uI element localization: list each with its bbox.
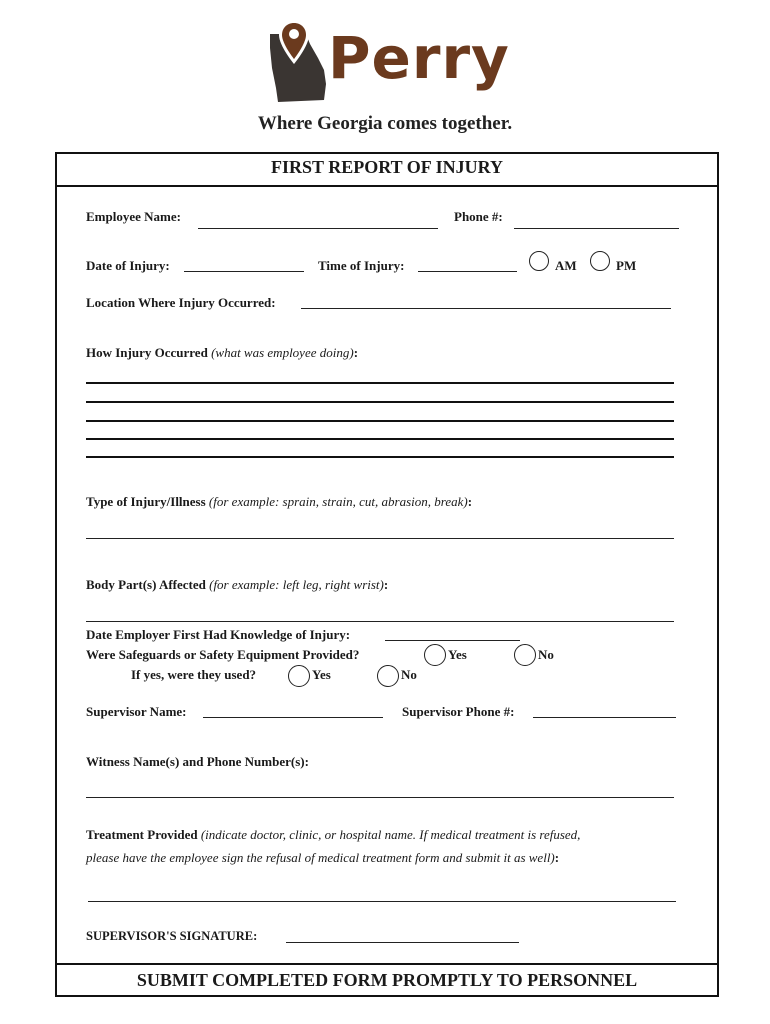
how-occurred-line-5[interactable]: [86, 456, 674, 458]
knowledge-date-label: Date Employer First Had Knowledge of Injury:: [86, 627, 351, 642]
supervisor-signature-field[interactable]: [286, 942, 519, 943]
safeguards-no-label: No: [538, 647, 554, 662]
knowledge-date-field[interactable]: [385, 640, 520, 641]
how-occurred-line-1[interactable]: [86, 382, 674, 384]
how-occurred-line-4[interactable]: [86, 438, 674, 440]
pm-radio[interactable]: [590, 251, 610, 271]
employee-name-label: Employee Name:: [86, 209, 181, 224]
treatment-hint-line-2: please have the employee sign the refusal of medical treatment form and submit it as well):: [86, 850, 560, 865]
time-of-injury-label: Time of Injury:: [318, 258, 405, 273]
footer-divider: [55, 963, 719, 965]
form-frame: [55, 152, 719, 997]
supervisor-name-field[interactable]: [203, 717, 383, 718]
form-title: FIRST REPORT OF INJURY: [271, 157, 503, 177]
employee-name-field[interactable]: [198, 228, 438, 229]
used-yes-radio[interactable]: [288, 665, 310, 687]
supervisor-phone-field[interactable]: [533, 717, 676, 718]
type-of-injury-label: Type of Injury/Illness (for example: sprain, strain, cut, abrasion, break):: [86, 494, 473, 509]
how-occurred-line-3[interactable]: [86, 420, 674, 422]
am-radio[interactable]: [529, 251, 549, 271]
used-no-radio[interactable]: [377, 665, 399, 687]
location-field[interactable]: [301, 308, 671, 309]
pm-label: PM: [616, 258, 637, 273]
body-parts-field[interactable]: [86, 621, 674, 622]
phone-field[interactable]: [514, 228, 679, 229]
submit-instruction: SUBMIT COMPLETED FORM PROMPTLY TO PERSONNEL: [136, 970, 638, 990]
location-label: Location Where Injury Occurred:: [86, 295, 276, 310]
used-no-label: No: [401, 667, 417, 682]
phone-label: Phone #:: [454, 209, 503, 224]
witness-label: Witness Name(s) and Phone Number(s):: [86, 754, 309, 769]
supervisor-signature-label: SUPERVISOR'S SIGNATURE:: [86, 929, 258, 943]
safeguards-yes-radio[interactable]: [424, 644, 446, 666]
how-occurred-line-2[interactable]: [86, 401, 674, 403]
date-of-injury-field[interactable]: [184, 271, 304, 272]
safeguards-no-radio[interactable]: [514, 644, 536, 666]
witness-field[interactable]: [86, 797, 674, 798]
safeguards-yes-label: Yes: [448, 647, 467, 662]
treatment-label: Treatment Provided (indicate doctor, clinic, or hospital name. If medical treatment is refused,: [86, 827, 581, 842]
tagline: Where Georgia comes together.: [257, 113, 513, 134]
safeguards-label: Were Safeguards or Safety Equipment Provided?: [86, 647, 360, 662]
used-label: If yes, were they used?: [131, 667, 257, 682]
supervisor-name-label: Supervisor Name:: [86, 704, 187, 719]
am-label: AM: [555, 258, 577, 273]
time-of-injury-field[interactable]: [418, 271, 517, 272]
georgia-map-logo-icon: [266, 18, 330, 104]
how-occurred-label: How Injury Occurred (what was employee doing):: [86, 345, 359, 360]
title-divider: [55, 185, 719, 187]
logo-wordmark: Perry: [328, 24, 510, 92]
supervisor-phone-label: Supervisor Phone #:: [402, 704, 515, 719]
used-yes-label: Yes: [312, 667, 331, 682]
treatment-field[interactable]: [88, 901, 676, 902]
body-parts-label: Body Part(s) Affected (for example: left leg, right wrist):: [86, 577, 389, 592]
type-of-injury-field[interactable]: [86, 538, 674, 539]
date-of-injury-label: Date of Injury:: [86, 258, 170, 273]
